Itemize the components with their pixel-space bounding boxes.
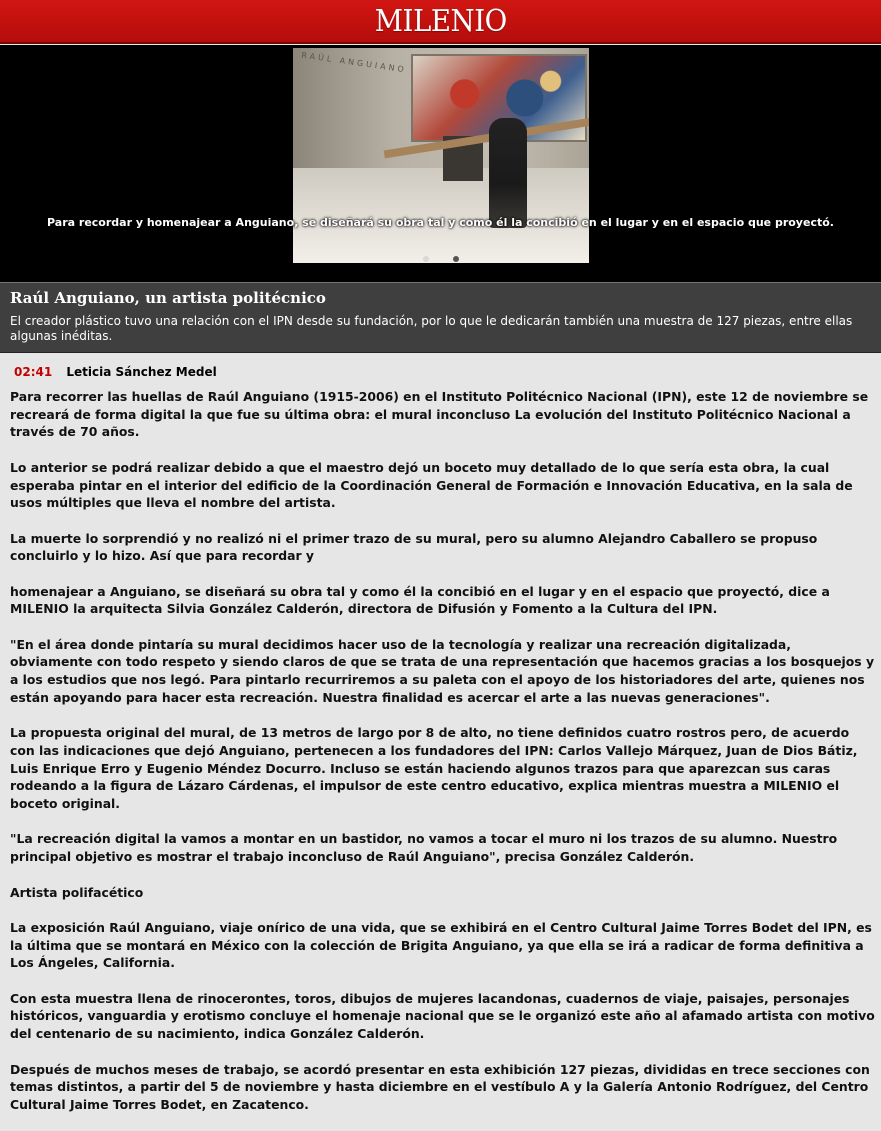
gallery-dot-2[interactable] (453, 256, 459, 262)
headline-box (0, 282, 881, 353)
article-title: Raúl Anguiano, un artista politécnico (10, 289, 326, 307)
article-subheading: Artista polifacético (10, 884, 144, 900)
photo-person (489, 118, 527, 228)
article-paragraph: La muerte lo sorprendió y no realizó ni el primer trazo de su mural, pero su alumno Alejandro Caballero se propuso concluirlo y lo hizo. Así que para recordar y (10, 530, 818, 564)
article-paragraph: Con esta muestra llena de rinocerontes, toros, dibujos de mujeres lacandonas, cuadernos de viaje, paisajes, personajes históricos, vanguardia y erotismo concluye el homenaje nacional que se le organizó este año al afamado artista con motivo del centenario de su nacimiento, indica González Calderón. (10, 990, 875, 1042)
gallery-dot-1[interactable] (423, 256, 429, 262)
article-author: Leticia Sánchez Medel (66, 365, 217, 379)
article-paragraph: Lo anterior se podrá realizar debido a que el maestro dejó un boceto muy detallado de lo que sería esta obra, la cual esperaba pintar en el interior del edificio de la Coordinación General de Formación e Innovación Educativa, en la sala de usos múltiples que lleva el nombre del artista. (10, 459, 853, 511)
photo-gallery[interactable] (0, 45, 881, 282)
gallery-caption: Para recordar y homenajear a Anguiano, se diseñará su obra tal y como él la concibió en el lugar y en el espacio que proyectó. (47, 216, 834, 229)
article-time: 02:41 (14, 365, 53, 379)
article-paragraph: homenajear a Anguiano, se diseñará su obra tal y como él la concibió en el lugar y en el espacio que proyectó, dice a MILENIO la arquitecta Silvia González Calderón, directora de Difusión y Fomento a la Cultura del IPN. (10, 583, 830, 617)
article-paragraph: La exposición Raúl Anguiano, viaje onírico de una vida, que se exhibirá en el Centro Cultural Jaime Torres Bodet del IPN, es la última que se montará en México con la colección de Brigita Anguiano, ya que ella se irá a radicar de forma definitiva a Los Ángeles, California. (10, 919, 872, 971)
article-paragraph: La propuesta original del mural, de 13 metros de largo por 8 de alto, no tiene definidos cuatro rostros pero, de acuerdo con las indicaciones que dejó Anguiano, pertenecen a los fundadores del IPN: Carlos Vallejo Márquez, Juan de Dios Bátiz, Luis Enrique Erro y Eugenio Méndez Docurro. Incluso se están haciendo algunos trazos para que aparezcan sus caras rodeando a la figura de Lázaro Cárdenas, el impulsor de este centro educativo, explica mientras muestra a MILENIO el boceto original. (10, 725, 858, 812)
article-body (10, 388, 876, 1131)
article-paragraph: Para recorrer las huellas de Raúl Anguiano (1915-2006) en el Instituto Politécnico Nacional (IPN), este 12 de noviembre se recreará de forma digital la que fue su última obra: el mural inconcluso La evolución del Instituto Politécnico Nacional a través de 70 años. (10, 389, 869, 440)
article-paragraph: Después de muchos meses de trabajo, se acordó presentar en esta exhibición 127 piezas, divididas en trece secciones con temas distintos, a partir del 5 de noviembre y hasta diciembre en el vestíbulo A y la Galería Antonio Rodríguez, del Centro Cultural Jaime Torres Bodet, en Zacatenco. (10, 1061, 870, 1112)
gallery-photo[interactable] (293, 48, 589, 263)
article-summary: El creador plástico tuvo una relación con el IPN desde su fundación, por lo que le dedicarán también una muestra de 127 piezas, entre ellas algunas inéditas. (10, 314, 853, 343)
masthead (0, 0, 881, 44)
article-paragraph: "En el área donde pintaría su mural decidimos hacer uso de la tecnología y realizar una recreación digitalizada, obviamente con todo respeto y siendo claros de que se trata de una representación que hacemos gracias a los bosquejos y a los estudios que nos legó. Para pintarlo recurriremos a su paleta con el apoyo de los historiadores del arte, quienes nos están apoyando para hacer esta recreación. Nuestra finalidad es acercar el arte a las nuevas generaciones". (10, 636, 875, 705)
gallery-pagination (0, 256, 881, 262)
article-meta (14, 365, 217, 379)
milenio-logo[interactable]: MILENIO (374, 3, 507, 39)
photo-wall-sign: RAÚL ANGUIANO (300, 50, 408, 75)
article-paragraph: "La recreación digital la vamos a montar en un bastidor, no vamos a tocar el muro ni los trazos de su alumno. Nuestro principal objetivo es mostrar el trabajo inconcluso de Raúl Anguiano", precisa González Calderón. (10, 831, 838, 865)
